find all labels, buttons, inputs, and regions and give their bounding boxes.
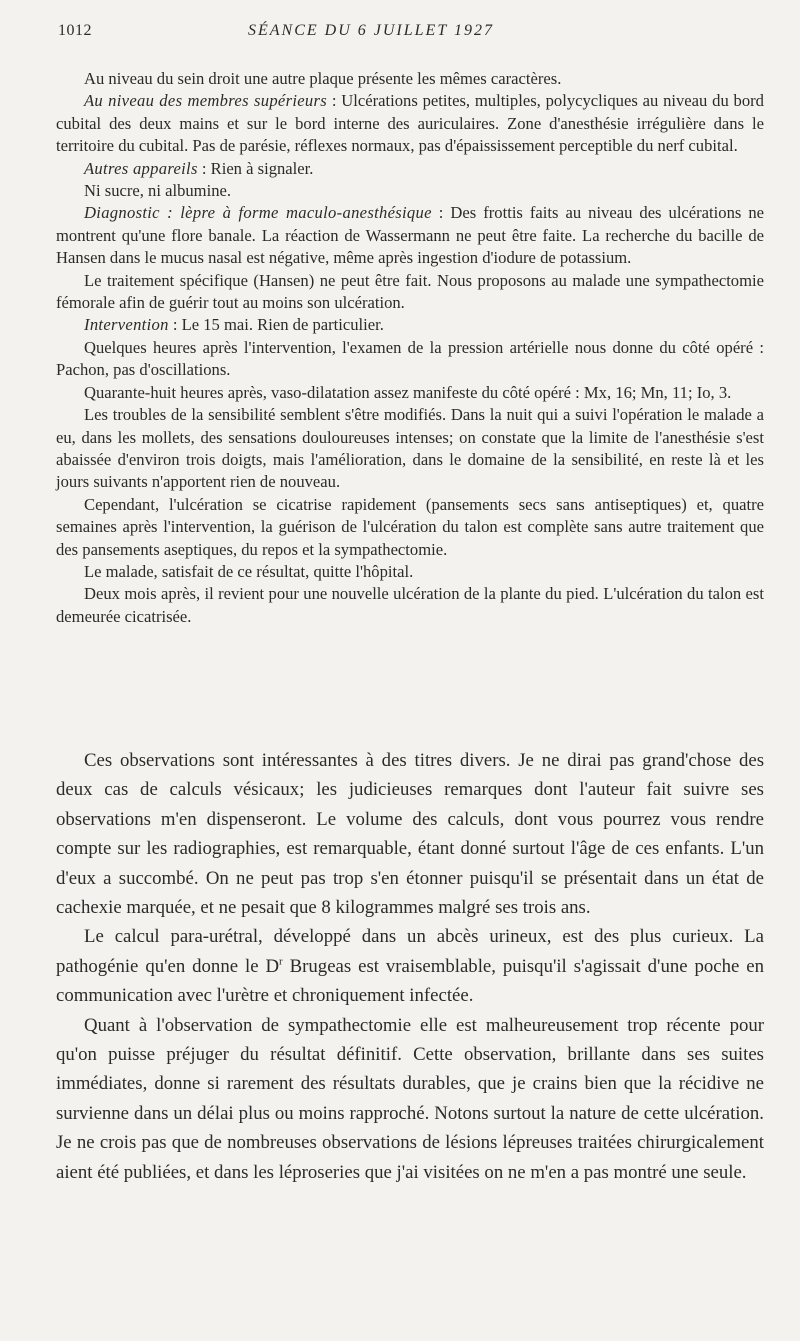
paragraph: Quarante-huit heures après, vaso-dilatation assez manifeste du côté opéré : Mx, 16; Mn, 11; Io, 3. [84,382,732,402]
paragraph: Le calcul para-urétral, développé dans un abcès urineux, est des plus curieux. La pathogénie qu'en donne le $D^r$ Brugeas est vraisemblable, puisqu'il s'agissait d'une poche en communication avec l'urètre et chroniquement infectée. [56,926,764,1007]
paragraph: Ces observations sont intéressantes à des titres divers. Je ne dirai pas grand'chose des deux cas de calculs vésicaux; les judicieuses remarques dont l'auteur fait suivre ses observations m'en dispenseront. Le volume des calculs, dont vous pourrez vous rendre compte sur les radiographies, est remarquable, étant donné surtout l'âge de ces enfants. L'un d'eux a succombé. On ne peut pas trop s'en étonner puisqu'il se présentait dans un état de cachexie marquée, et ne pesait que 8 kilogrammes malgré ses trois ans. [56,750,764,919]
paragraph: Diagnostic : lèpre à forme maculo-anesthésique : Des frottis faits au niveau des ulcérations ne montrent qu'une flore banale. La réaction de Wassermann ne peut être faite. La recherche du bacille de Hansen dans le mucus nasal est négative, même après ingestion d'iodure de potassium. [56,203,764,268]
paragraph: Les troubles de la sensibilité semblent s'être modifiés. Dans la nuit qui a suivi l'opération le malade a eu, dans les mollets, des sensations douloureuses intenses; on constate que la limite de l'anesthésie s'est abaissée d'environ trois doigts, mais l'amélioration, dans le domaine de la sensibilité, en reste là et les jours suivants n'apportent rien de nouveau. [56,405,764,492]
paragraph: Le traitement spécifique (Hansen) ne peut être fait. Nous proposons au malade une sympathectomie fémorale afin de guérir tout au moins son ulcération. [56,270,764,313]
commentary-block [56,746,764,1187]
paragraph: Autres appareils : Rien à signaler. [84,158,314,178]
paragraph: Quant à l'observation de sympathectomie elle est malheureusement trop récente pour qu'on puisse préjuger du résultat définitif. Cette observation, brillante dans ses suites immédiates, donne si rarement des résultats durables, que je crains bien que la récidive ne survienne dans un délai plus ou moins rapproché. Notons surtout la nature de cette ulcération. Je ne crois pas que de nombreuses observations de lésions lépreuses traitées chirurgicalement aient été publiées, et dans les léproseries que j'ai visitées on ne m'en a pas montré une seule. [56,1014,764,1183]
subheading: Diagnostic : lèpre à forme maculo-anesthésique [84,203,432,223]
paragraph: Cependant, l'ulcération se cicatrise rapidement (pansements secs sans antiseptiques) et, quatre semaines après l'intervention, la guérison de l'ulcération du talon est complète sans autre traitement que des pansements aseptiques, du repos et la sympathectomie. [56,494,764,559]
subheading: Autres appareils [84,158,198,178]
subheading: Au niveau des membres supérieurs [84,91,328,111]
subheading: Intervention [84,315,169,335]
paragraph: Au niveau des membres supérieurs : Ulcérations petites, multiples, polycycliques au niveau du bord cubital des deux mains et sur le bord interne des auriculaires. Zone d'anesthésie irrégulière dans le territoire du cubital. Pas de parésie, réflexes normaux, pas d'épaississement perceptible du nerf cubital. [56,91,764,156]
page-number: 1012 [58,22,92,39]
paragraph: Quelques heures après l'intervention, l'examen de la pression artérielle nous donne du côté opéré : Pachon, pas d'oscillations. [56,337,764,380]
paragraph: Intervention : Le 15 mai. Rien de particulier. [84,315,384,335]
paragraph: Le malade, satisfait de ce résultat, quitte l'hôpital. [84,561,414,581]
paragraph: Deux mois après, il revient pour une nouvelle ulcération de la plante du pied. L'ulcération du talon est demeurée cicatrisée. [56,584,764,626]
running-title: SÉANCE DU 6 JUILLET 1927 [248,22,494,39]
case-report-block [56,68,764,628]
paragraph: Ni sucre, ni albumine. [84,181,232,201]
page-header [58,22,764,44]
paragraph: Au niveau du sein droit une autre plaque présente les mêmes caractères. [84,69,562,88]
